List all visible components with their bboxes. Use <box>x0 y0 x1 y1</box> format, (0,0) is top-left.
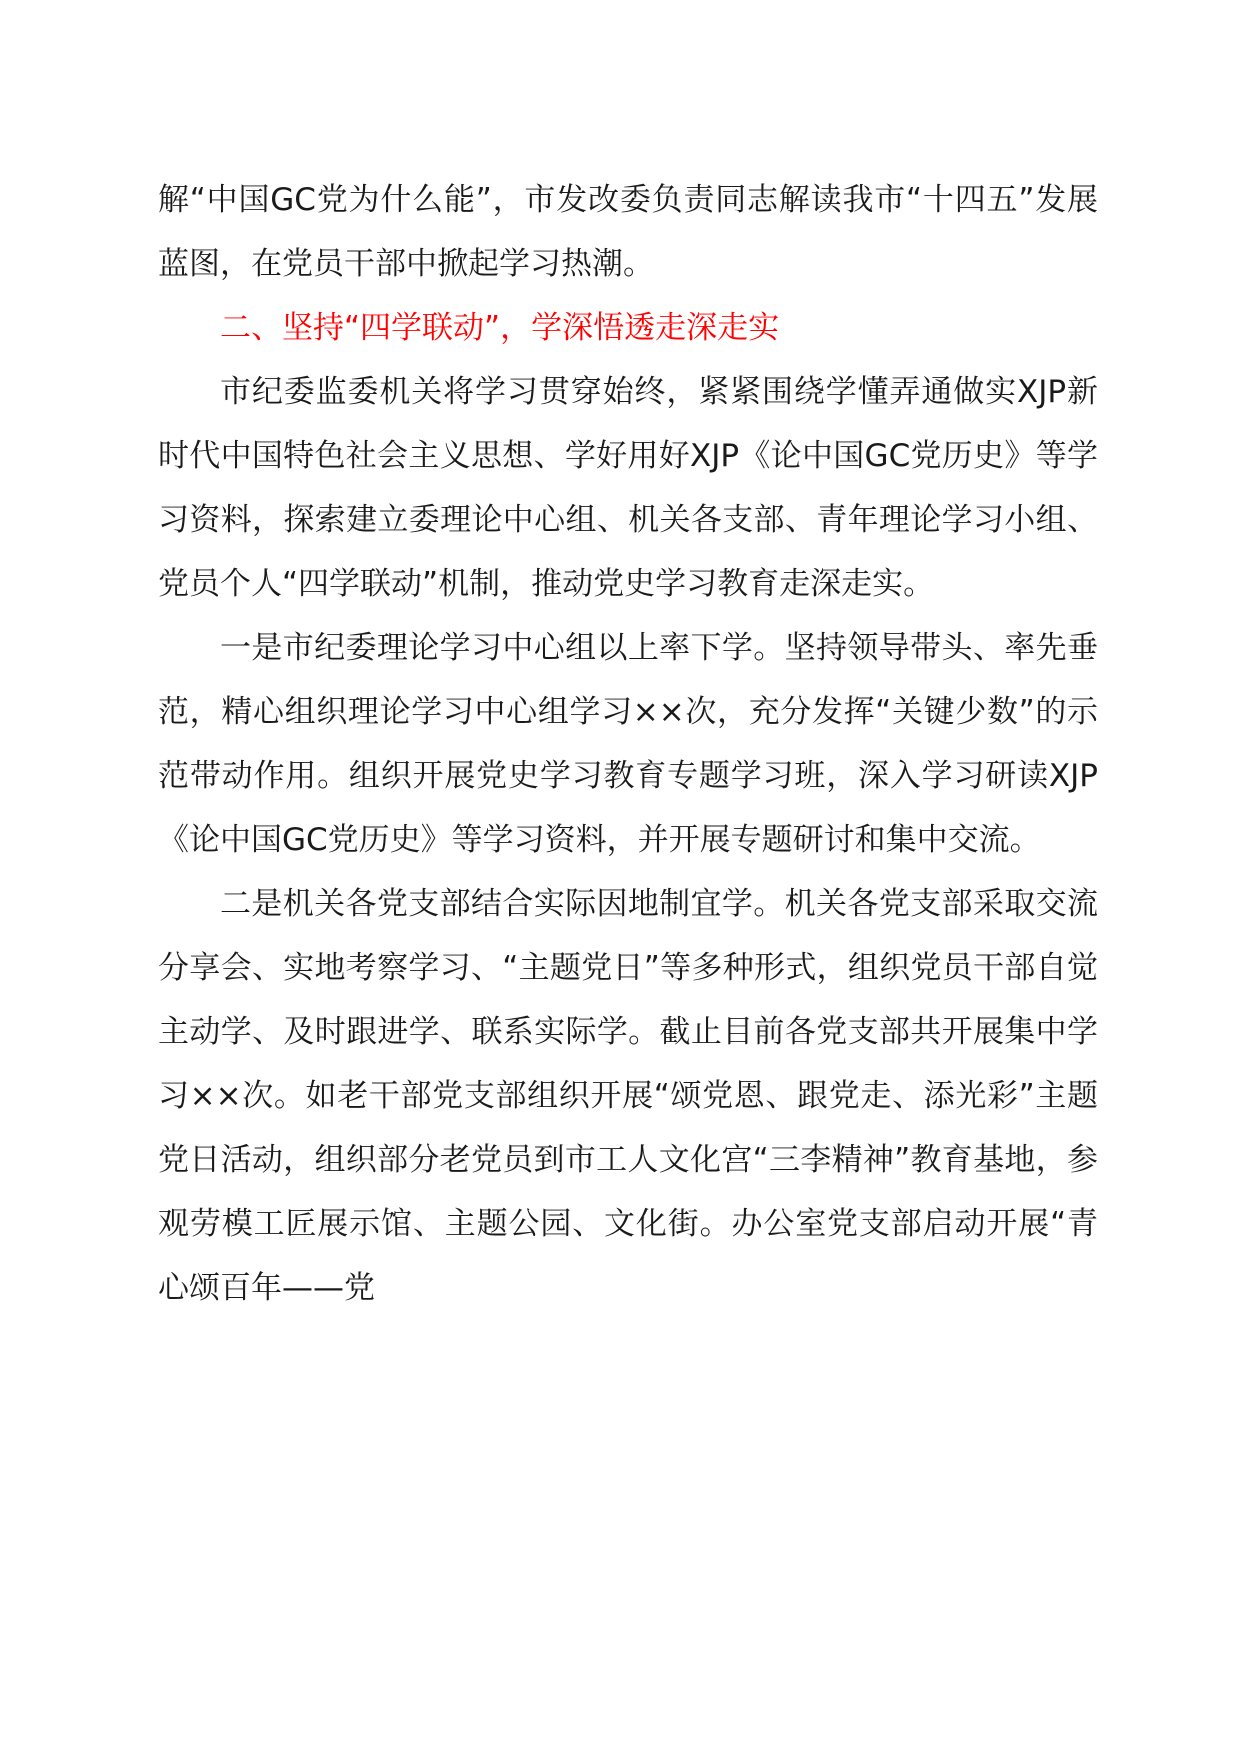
paragraph-branch-study: 二是机关各党支部结合实际因地制宜学。机关各党支部采取交流分享会、实地考察学习、“主题党日”等多种形式，组织党员干部自觉主动学、及时跟进学、联系实际学。截止目前各党支部共开展集中学习××次。如老干部党支部组织开展“颂党恩、跟党走、添光彩”主题党日活动，组织部分老党员到市工人文化宫“三李精神”教育基地，参观劳模工匠展示馆、主题公园、文化街。办公室党支部启动开展“青心颂百年——党 <box>158 886 1098 1306</box>
document-body <box>158 168 1098 1320</box>
paragraph-continuation: 解“中国GC党为什么能”，市发改委负责同志解读我市“十四五”发展蓝图，在党员干部中掀起学习热潮。 <box>158 182 1098 282</box>
paragraph-four-study-mechanism: 市纪委监委机关将学习贯穿始终，紧紧围绕学懂弄通做实XJP新时代中国特色社会主义思想、学好用好XJP《论中国GC党历史》等学习资料，探索建立委理论中心组、机关各支部、青年理论学习小组、党员个人“四学联动”机制，推动党史学习教育走深走实。 <box>158 374 1098 602</box>
section-heading: 二、坚持“四学联动”，学深悟透走深走实 <box>220 310 780 346</box>
paragraph-central-group-study: 一是市纪委理论学习中心组以上率下学。坚持领导带头、率先垂范，精心组织理论学习中心组学习××次，充分发挥“关键少数”的示范带动作用。组织开展党史学习教育专题学习班，深入学习研读XJP《论中国GC党历史》等学习资料，并开展专题研讨和集中交流。 <box>158 630 1098 858</box>
